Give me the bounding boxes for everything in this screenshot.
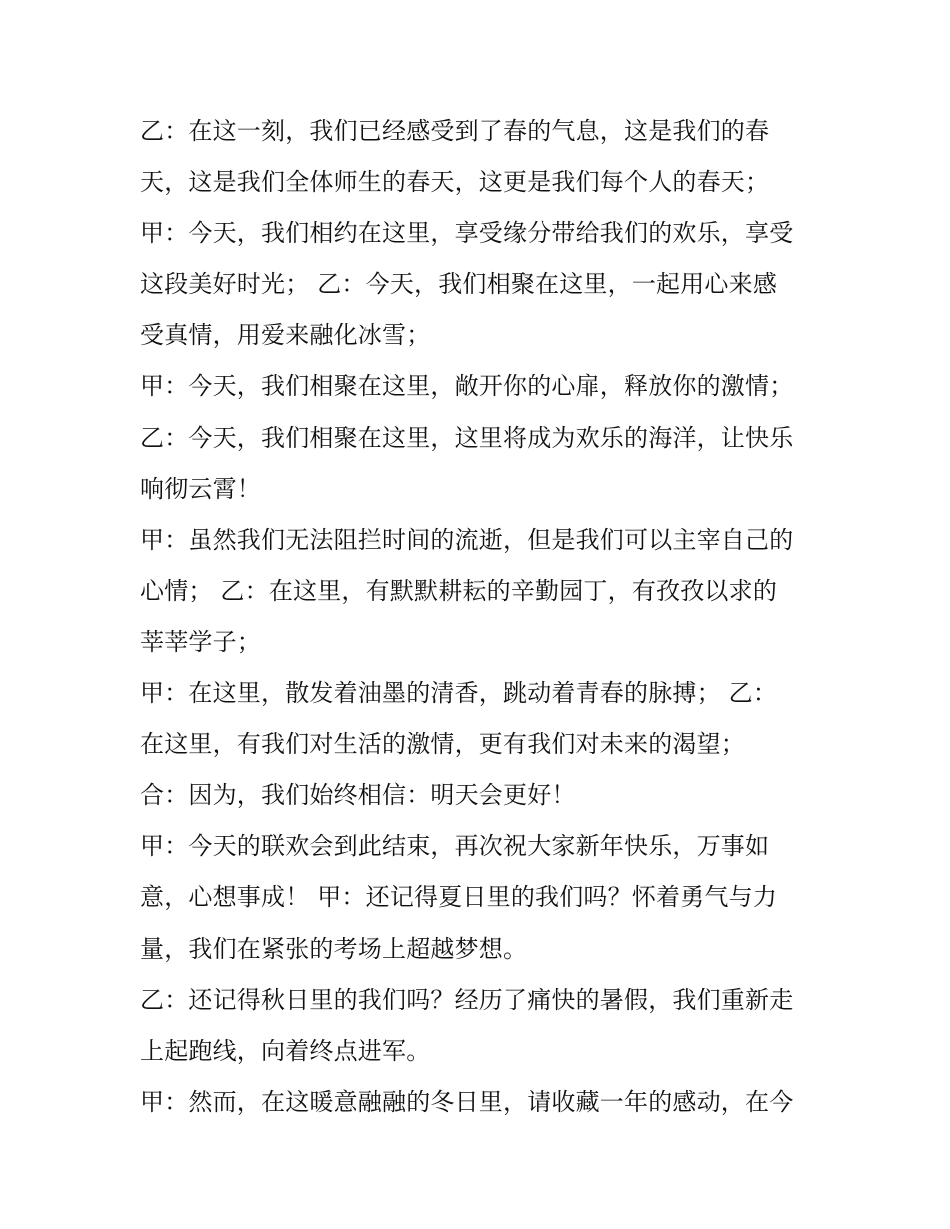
- text-line: 乙：还记得秋日里的我们吗？经历了痛快的暑假，我们重新走: [140, 985, 794, 1014]
- text-line: 莘莘学子；: [140, 627, 261, 656]
- text-line: 量，我们在紧张的考场上超越梦想。: [140, 934, 528, 963]
- text-line: 上起跑线，向着终点进军。: [140, 1036, 431, 1065]
- text-line: 意，心想事成！ 甲：还记得夏日里的我们吗？怀着勇气与力: [140, 883, 778, 912]
- text-line: 甲：在这里，散发着油墨的清香，跳动着青春的脉搏； 乙：: [140, 679, 778, 708]
- text-line: 甲：然而，在这暖意融融的冬日里，请收藏一年的感动，在今: [140, 1087, 794, 1116]
- text-line: 乙：今天，我们相聚在这里，这里将成为欢乐的海洋，让快乐: [140, 423, 794, 452]
- text-line: 甲：今天，我们相约在这里，享受缘分带给我们的欢乐，享受: [140, 219, 794, 248]
- text-line: 甲：虽然我们无法阻拦时间的流逝，但是我们可以主宰自己的: [140, 525, 794, 554]
- text-line: 这段美好时光； 乙：今天，我们相聚在这里，一起用心来感: [140, 270, 778, 299]
- text-line: 甲：今天，我们相聚在这里，敞开你的心扉，释放你的激情；: [140, 372, 794, 401]
- text-line: 天，这是我们全体师生的春天，这更是我们每个人的春天；: [140, 168, 770, 197]
- text-line: 乙：在这一刻，我们已经感受到了春的气息，这是我们的春: [140, 117, 770, 145]
- text-line: 心情； 乙：在这里，有默默耕耘的辛勤园丁，有孜孜以求的: [140, 576, 778, 605]
- text-line: 受真情，用爱来融化冰雪；: [140, 321, 431, 350]
- text-line: 甲：今天的联欢会到此结束，再次祝大家新年快乐，万事如: [140, 832, 770, 861]
- text-line: 响彻云霄！: [140, 474, 261, 503]
- text-line: 在这里，有我们对生活的激情，更有我们对未来的渴望；: [140, 730, 745, 759]
- script-text: [140, 106, 820, 1128]
- text-line: 合：因为，我们始终相信：明天会更好！: [140, 781, 576, 810]
